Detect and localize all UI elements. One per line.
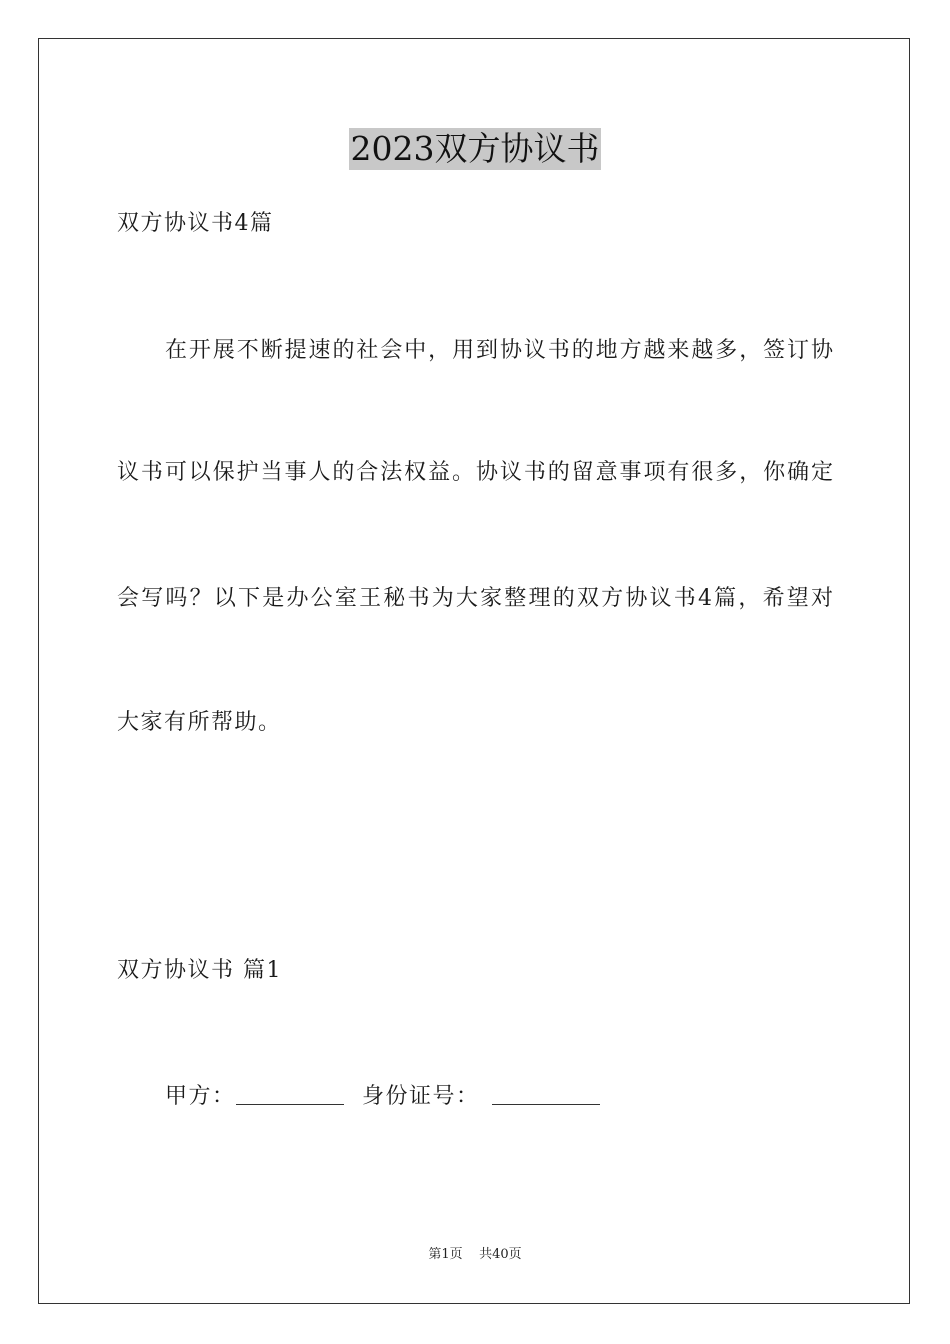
intro-line-1: 在开展不断提速的社会中，用到协议书的地方越来越多，签订协: [165, 338, 833, 363]
page-number-total: 共40页: [479, 1247, 522, 1262]
id-number-label: 身份证号：: [362, 1084, 480, 1109]
party-a-row: [165, 1082, 600, 1112]
id-number-blank: [492, 1084, 600, 1105]
document-subtitle: 双方协议书4篇: [117, 211, 274, 236]
intro-line-3: 会写吗？以下是办公室王秘书为大家整理的双方协议书4篇，希望对: [117, 586, 833, 611]
party-a-blank: [236, 1084, 344, 1105]
section-heading: 双方协议书 篇1: [117, 958, 282, 983]
document-title: 2023双方协议书: [350, 129, 600, 168]
intro-line-4: 大家有所帮助。: [117, 710, 282, 735]
page-number-current: 第1页: [428, 1247, 463, 1262]
page-footer: [0, 1246, 950, 1264]
intro-line-2: 议书可以保护当事人的合法权益。协议书的留意事项有很多，你确定: [117, 460, 833, 485]
title-container: [0, 128, 950, 170]
party-a-label: 甲方：: [165, 1084, 236, 1109]
